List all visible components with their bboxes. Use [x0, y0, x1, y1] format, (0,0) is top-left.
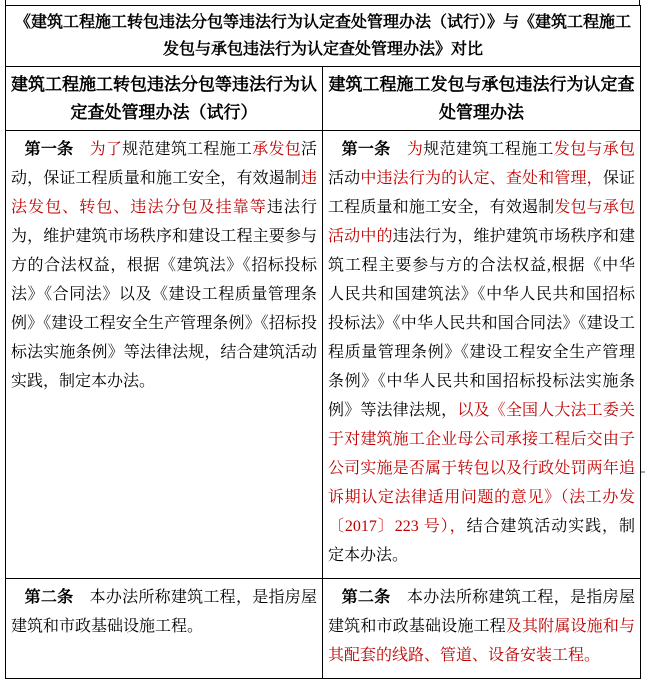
text-segment-bold: 第二条 [24, 589, 90, 606]
text-segment-red: 及其附属设施和与其配套的线路、管道、设备安装工程。 [328, 618, 635, 664]
text-segment-normal: 结合建筑活动实践，制定本办法。 [328, 518, 635, 564]
document-title: 《建筑工程施工转包违法分包等违法行为认定查处管理办法（试行）》与《建筑工程施工发包与承包违法行为认定查处管理办法》对比 [6, 6, 641, 67]
article-1-right-paragraph [328, 135, 635, 570]
title-row [6, 6, 641, 67]
text-segment-red: 为 [406, 141, 424, 158]
text-segment-red: 为了 [89, 141, 123, 158]
text-segment-red: 发包与承包 [553, 141, 635, 158]
text-segment-normal: 违法行为，维护建筑市场秩序和建筑工程主要参与方的合法权益,根据《中华人民共和国建筑法》《中华人民共和国招标投标法》《中华人民共和国合同法》《建设工程质量管理条例》《建设工程安全生产管理条例》《中华人民共和国招标投标法实施条例》等法律法规， [328, 228, 636, 419]
text-segment-normal: 保证工程质量和施工安全，有效遏制 [328, 170, 635, 216]
article-1-left-cell [6, 131, 323, 579]
text-segment-normal: 活动，保证工程质量和施工安全，有效遏制 [11, 141, 317, 187]
text-segment-red: 中违法行为的认定、查处和管理， [360, 170, 603, 187]
text-segment-red: 承发包 [252, 141, 301, 158]
text-segment-red: 违法发包、转包、违法分包及挂靠等 [11, 170, 317, 216]
article-2-left-cell [6, 579, 323, 679]
column-header-new-measures: 建筑工程施工发包与承包违法行为认定查处管理办法 [323, 67, 641, 131]
article-2-right-cell [323, 579, 641, 679]
screenshot-edge-artifact [641, 471, 645, 473]
article-2-right-paragraph [328, 583, 635, 670]
text-segment-bold: 第二条 [341, 589, 407, 606]
text-segment-normal: 活动 [328, 170, 361, 187]
text-segment-normal: 本办法所称建筑工程，是指房屋建筑和市政基础设施工程 [328, 589, 635, 635]
text-segment-bold: 第一条 [341, 141, 407, 158]
text-segment-normal: 违法行为，维护建筑市场秩序和建设工程主要参与方的合法权益，根据《建筑法》《招标投标法》《合同法》以及《建设工程质量管理条例》《建设工程安全生产管理条例》《招标投标法实施条例》等法律法规，结合建筑活动实践，制定本办法。 [11, 199, 317, 390]
text-segment-red: 以及《全国人大法工委关于对建筑施工企业母公司承接工程后交由子公司实施是否属于转包以及行政处罚两年追诉期认定法律适用问题的意见》（法工办发〔2017〕223 号）， [328, 402, 636, 535]
row-article-2 [6, 579, 641, 679]
article-1-right-cell [323, 131, 641, 579]
text-segment-normal: 规范建筑工程施工 [122, 141, 253, 158]
text-segment-red: 发包与承包活动中的 [328, 199, 635, 245]
comparison-table [5, 5, 641, 679]
article-2-left-paragraph [11, 583, 317, 641]
column-header-row [6, 67, 641, 131]
column-header-trial-measures: 建筑工程施工转包违法分包等违法行为认定查处管理办法（试行） [6, 67, 323, 131]
text-segment-normal: 规范建筑工程施工 [423, 141, 554, 158]
text-segment-bold: 第一条 [24, 141, 90, 158]
text-segment-normal: 本办法所称建筑工程，是指房屋建筑和市政基础设施工程。 [11, 589, 317, 635]
article-1-left-paragraph [11, 135, 317, 396]
row-article-1 [6, 131, 641, 579]
